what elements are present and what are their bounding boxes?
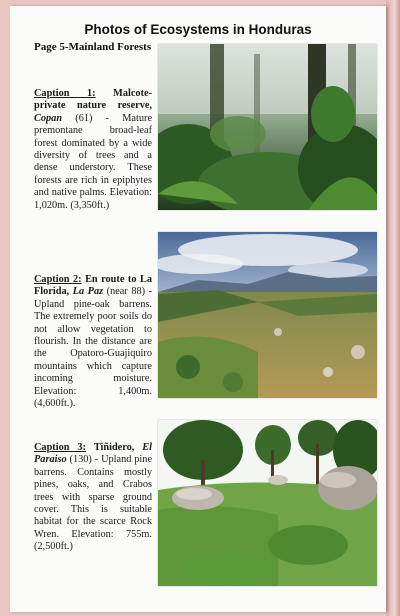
barrens-photo [158,232,377,398]
caption-3-heading: Tiñidero, [93,442,135,453]
caption-1-heading: Malcote-private nature reserve, [34,88,152,112]
caption-2 [34,274,152,410]
book-page-edge [386,0,400,616]
caption-2-body: - Upland pine-oak barrens. The extremely poor soils do not allow vegetation to flourish. In the distance are the Opatoro-Guajiquiro mountains which capture incoming moisture. Elevation: 1,400m. (4,600ft.). [34,286,153,410]
caption-3 [34,442,152,554]
forest-photo [158,44,377,210]
caption-3-place: El Paraiso [34,442,152,466]
page-title: Photos of Ecosystems in Honduras [84,22,312,37]
page-subtitle: Page 5-Mainland Forests [34,41,152,53]
caption-1-number: Caption 1: [34,88,96,99]
caption-3-body: - Upland pine barrens. Contains mostly pines, oaks, and Crabos trees with sparse ground cover. This is suitable habitat for the scarce Rock Wren. Elevation: 755m. (2,500ft.) [34,454,153,553]
caption-1-ref: (61) [75,112,93,124]
caption-1-body: - Mature premontane broad-leaf forest dominated by a wide diversity of trees and a dense understory. These forests are rich in epiphytes and native palms. Elevation: 1,020m. (3,350ft.) [34,112,153,211]
caption-2-heading: En route to La Florida, [34,274,152,298]
caption-2-place: La Paz [72,286,104,298]
caption-1 [34,88,152,212]
caption-2-ref: (near 88) [106,286,146,298]
pine-barrens-photo [158,420,377,586]
caption-1-place: Copan [34,112,63,124]
caption-3-ref: (130) [69,454,92,466]
caption-3-number: Caption 3: [34,442,86,453]
caption-2-number: Caption 2: [34,274,82,285]
book-page [10,6,386,612]
